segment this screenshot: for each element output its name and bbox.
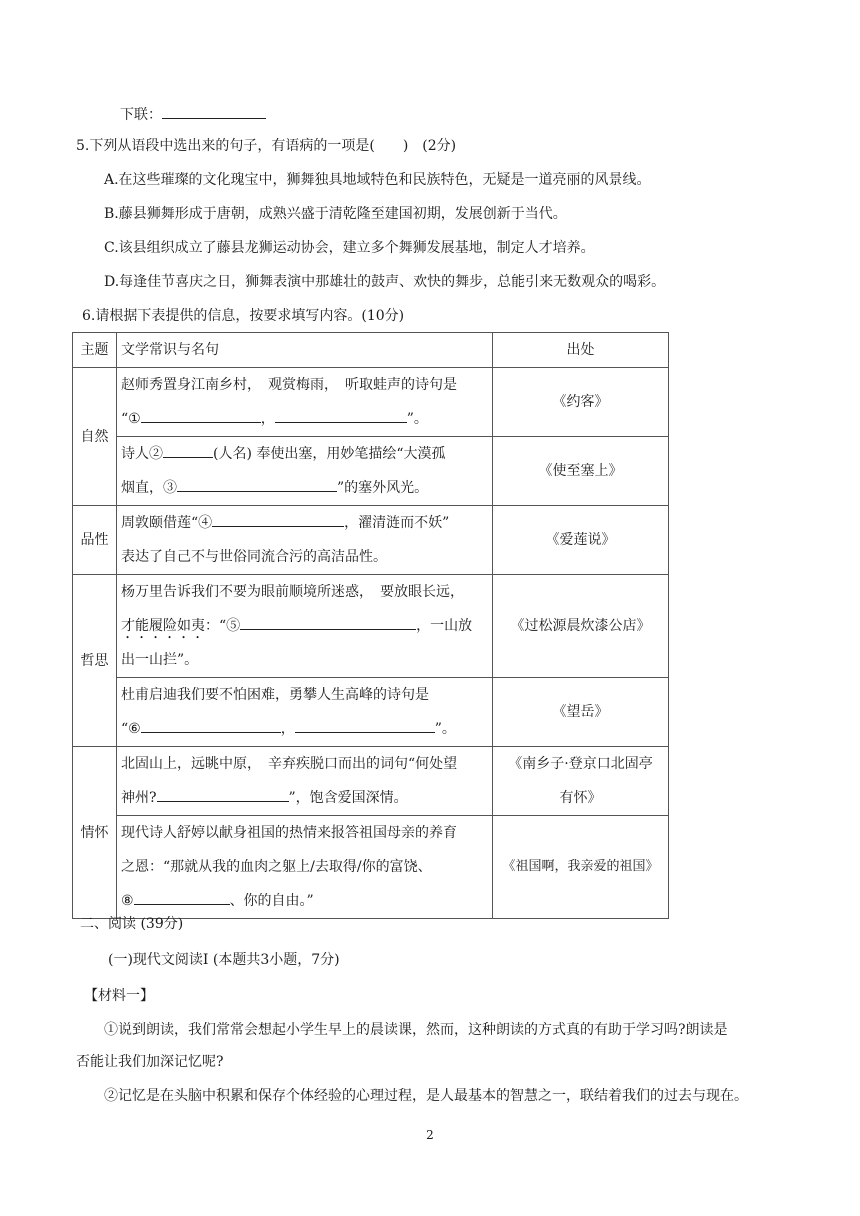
text-fragment: 周敦颐借莲“④ [121, 515, 213, 531]
option-c: C.该县组织成立了藤县龙狮运动协会，建立多个舞狮发展基地，制定人才培养。 [104, 240, 595, 256]
answer-blank [240, 615, 416, 630]
table-row [73, 678, 669, 747]
text-fragment: 烟直，③ [121, 480, 177, 496]
header-content: 文学常识与名句 [117, 333, 493, 368]
couplet-label: 下联： [120, 107, 162, 123]
text-fragment: “① [121, 411, 141, 427]
text-line: 北固山上，远眺中原， 辛弃疾脱口而出的词句“何处望 [121, 756, 458, 772]
text-line: 现代诗人舒婷以献身祖国的热情来报答祖国母亲的养育 [121, 825, 457, 841]
row-source [493, 747, 669, 816]
row-source: 《过松源晨炊漆公店》 [493, 575, 669, 678]
row-source: 《爱莲说》 [493, 506, 669, 575]
text-fragment: ⑧ [121, 893, 134, 909]
text-line [121, 471, 488, 505]
answer-blank [275, 408, 407, 423]
row-content [117, 747, 493, 816]
answer-blank [295, 718, 435, 733]
header-theme: 主题 [73, 333, 117, 368]
answer-blank [141, 718, 281, 733]
option-a: A.在这些璀璨的文化瑰宝中，狮舞独具地域特色和民族特色，无疑是一道亮丽的风景线。 [104, 172, 651, 188]
text-line [121, 781, 488, 815]
text-fragment: ， [260, 411, 275, 427]
source-line: 《南乡子·登京口北固亭 [508, 756, 653, 772]
row-content [117, 678, 493, 747]
text-line [121, 506, 488, 540]
row-content [117, 816, 493, 919]
text-line: 之恩：“那就从我的血肉之躯上/去取得/你的富饶、 [121, 859, 432, 875]
row-content [117, 506, 493, 575]
table-row [73, 816, 669, 919]
option-d: D.每逢佳节喜庆之日，狮舞表演中那雄壮的鼓声、欢快的舞步，总能引来无数观众的喝彩。 [104, 274, 666, 290]
text-line [121, 402, 488, 436]
row-source: 《使至塞上》 [493, 437, 669, 506]
text-fragment: ，一山放 [416, 618, 473, 634]
text-line [121, 712, 488, 746]
option-b: B.藤县狮舞形成于唐朝，成熟兴盛于清乾隆至建国初期，发展创新于当代。 [104, 206, 567, 222]
source-line: 有怀》 [559, 790, 602, 806]
text-fragment: 神州? [121, 790, 157, 806]
theme-character: 品性 [73, 506, 117, 575]
text-fragment: ，濯清涟而不妖” [344, 515, 450, 531]
page-number: 2 [426, 1128, 434, 1142]
text-fragment: ”，饱含爱国深情。 [288, 790, 408, 806]
text-fragment: 诗人② [121, 446, 163, 462]
subsection-title: (一)现代文阅读Ⅰ (本题共3小题，7分) [108, 952, 340, 968]
text-fragment: ， [280, 721, 295, 737]
text-line [121, 609, 488, 643]
row-content [117, 437, 493, 506]
header-source: 出处 [493, 333, 669, 368]
answer-blank [162, 104, 266, 119]
text-fragment: ：“⑤ [205, 618, 241, 634]
literature-table [72, 332, 669, 919]
answer-blank [163, 443, 213, 458]
answer-blank [177, 477, 337, 492]
table-row [73, 506, 669, 575]
row-content [117, 575, 493, 678]
text-fragment: ”。 [434, 721, 456, 737]
question-6-stem: 6.请根据下表提供的信息，按要求填写内容。(10分) [82, 308, 405, 324]
table-row [73, 368, 669, 437]
answer-blank [157, 787, 289, 802]
table-row [73, 437, 669, 506]
text-line [121, 884, 488, 918]
question-5-stem: 5.下列从语段中选出来的句子，有语病的一项是( ) (2分) [76, 138, 457, 154]
text-line: 赵师秀置身江南乡村， 观赏梅雨， 听取蛙声的诗句是 [121, 377, 457, 393]
theme-philosophy: 哲思 [73, 575, 117, 747]
table-row [73, 575, 669, 678]
row-content [117, 368, 493, 437]
answer-blank [141, 408, 261, 423]
text-line: 出一山拦”。 [121, 652, 199, 668]
table-header-row [73, 333, 669, 368]
text-line: 表达了自己不与世俗同流合污的高洁品性。 [121, 549, 387, 565]
row-source: 《约客》 [493, 368, 669, 437]
material-label: 【材料一】 [84, 988, 154, 1004]
answer-blank [212, 512, 344, 527]
text-line: 杜甫启迪我们要不怕困难，勇攀人生高峰的诗句是 [121, 687, 429, 703]
paragraph-1-line-1: ①说到朗读，我们常常会想起小学生早上的晨读课，然而，这种朗读的方式真的有助于学习吗?朗读是 [104, 1022, 728, 1038]
text-fragment: 、你的自由。” [229, 893, 314, 909]
dotted-phrase: 才能履险如夷 [121, 618, 205, 634]
row-source: 《祖国啊，我亲爱的祖国》 [493, 816, 669, 919]
theme-sentiment: 情怀 [73, 747, 117, 919]
text-fragment: ”。 [406, 411, 428, 427]
text-line: 杨万里告诉我们不要为眼前顺境所迷惑， 要放眼长远， [121, 584, 464, 600]
text-fragment: (人名) 奉使出塞，用妙笔描绘“大漠孤 [213, 446, 446, 462]
section-title: 二、阅读 (39分) [80, 916, 184, 932]
couplet-second-line [120, 104, 266, 125]
table-row [73, 747, 669, 816]
paragraph-2: ②记忆是在头脑中积累和保存个体经验的心理过程，是人最基本的智慧之一，联结着我们的过去与现在。 [104, 1088, 748, 1104]
text-line [121, 437, 488, 471]
text-fragment: “⑥ [121, 721, 141, 737]
row-source: 《望岳》 [493, 678, 669, 747]
theme-nature: 自然 [73, 368, 117, 506]
answer-blank [134, 890, 230, 905]
text-fragment: ”的塞外风光。 [337, 480, 429, 496]
paragraph-1-line-2: 否能让我们加深记忆呢? [76, 1054, 224, 1070]
